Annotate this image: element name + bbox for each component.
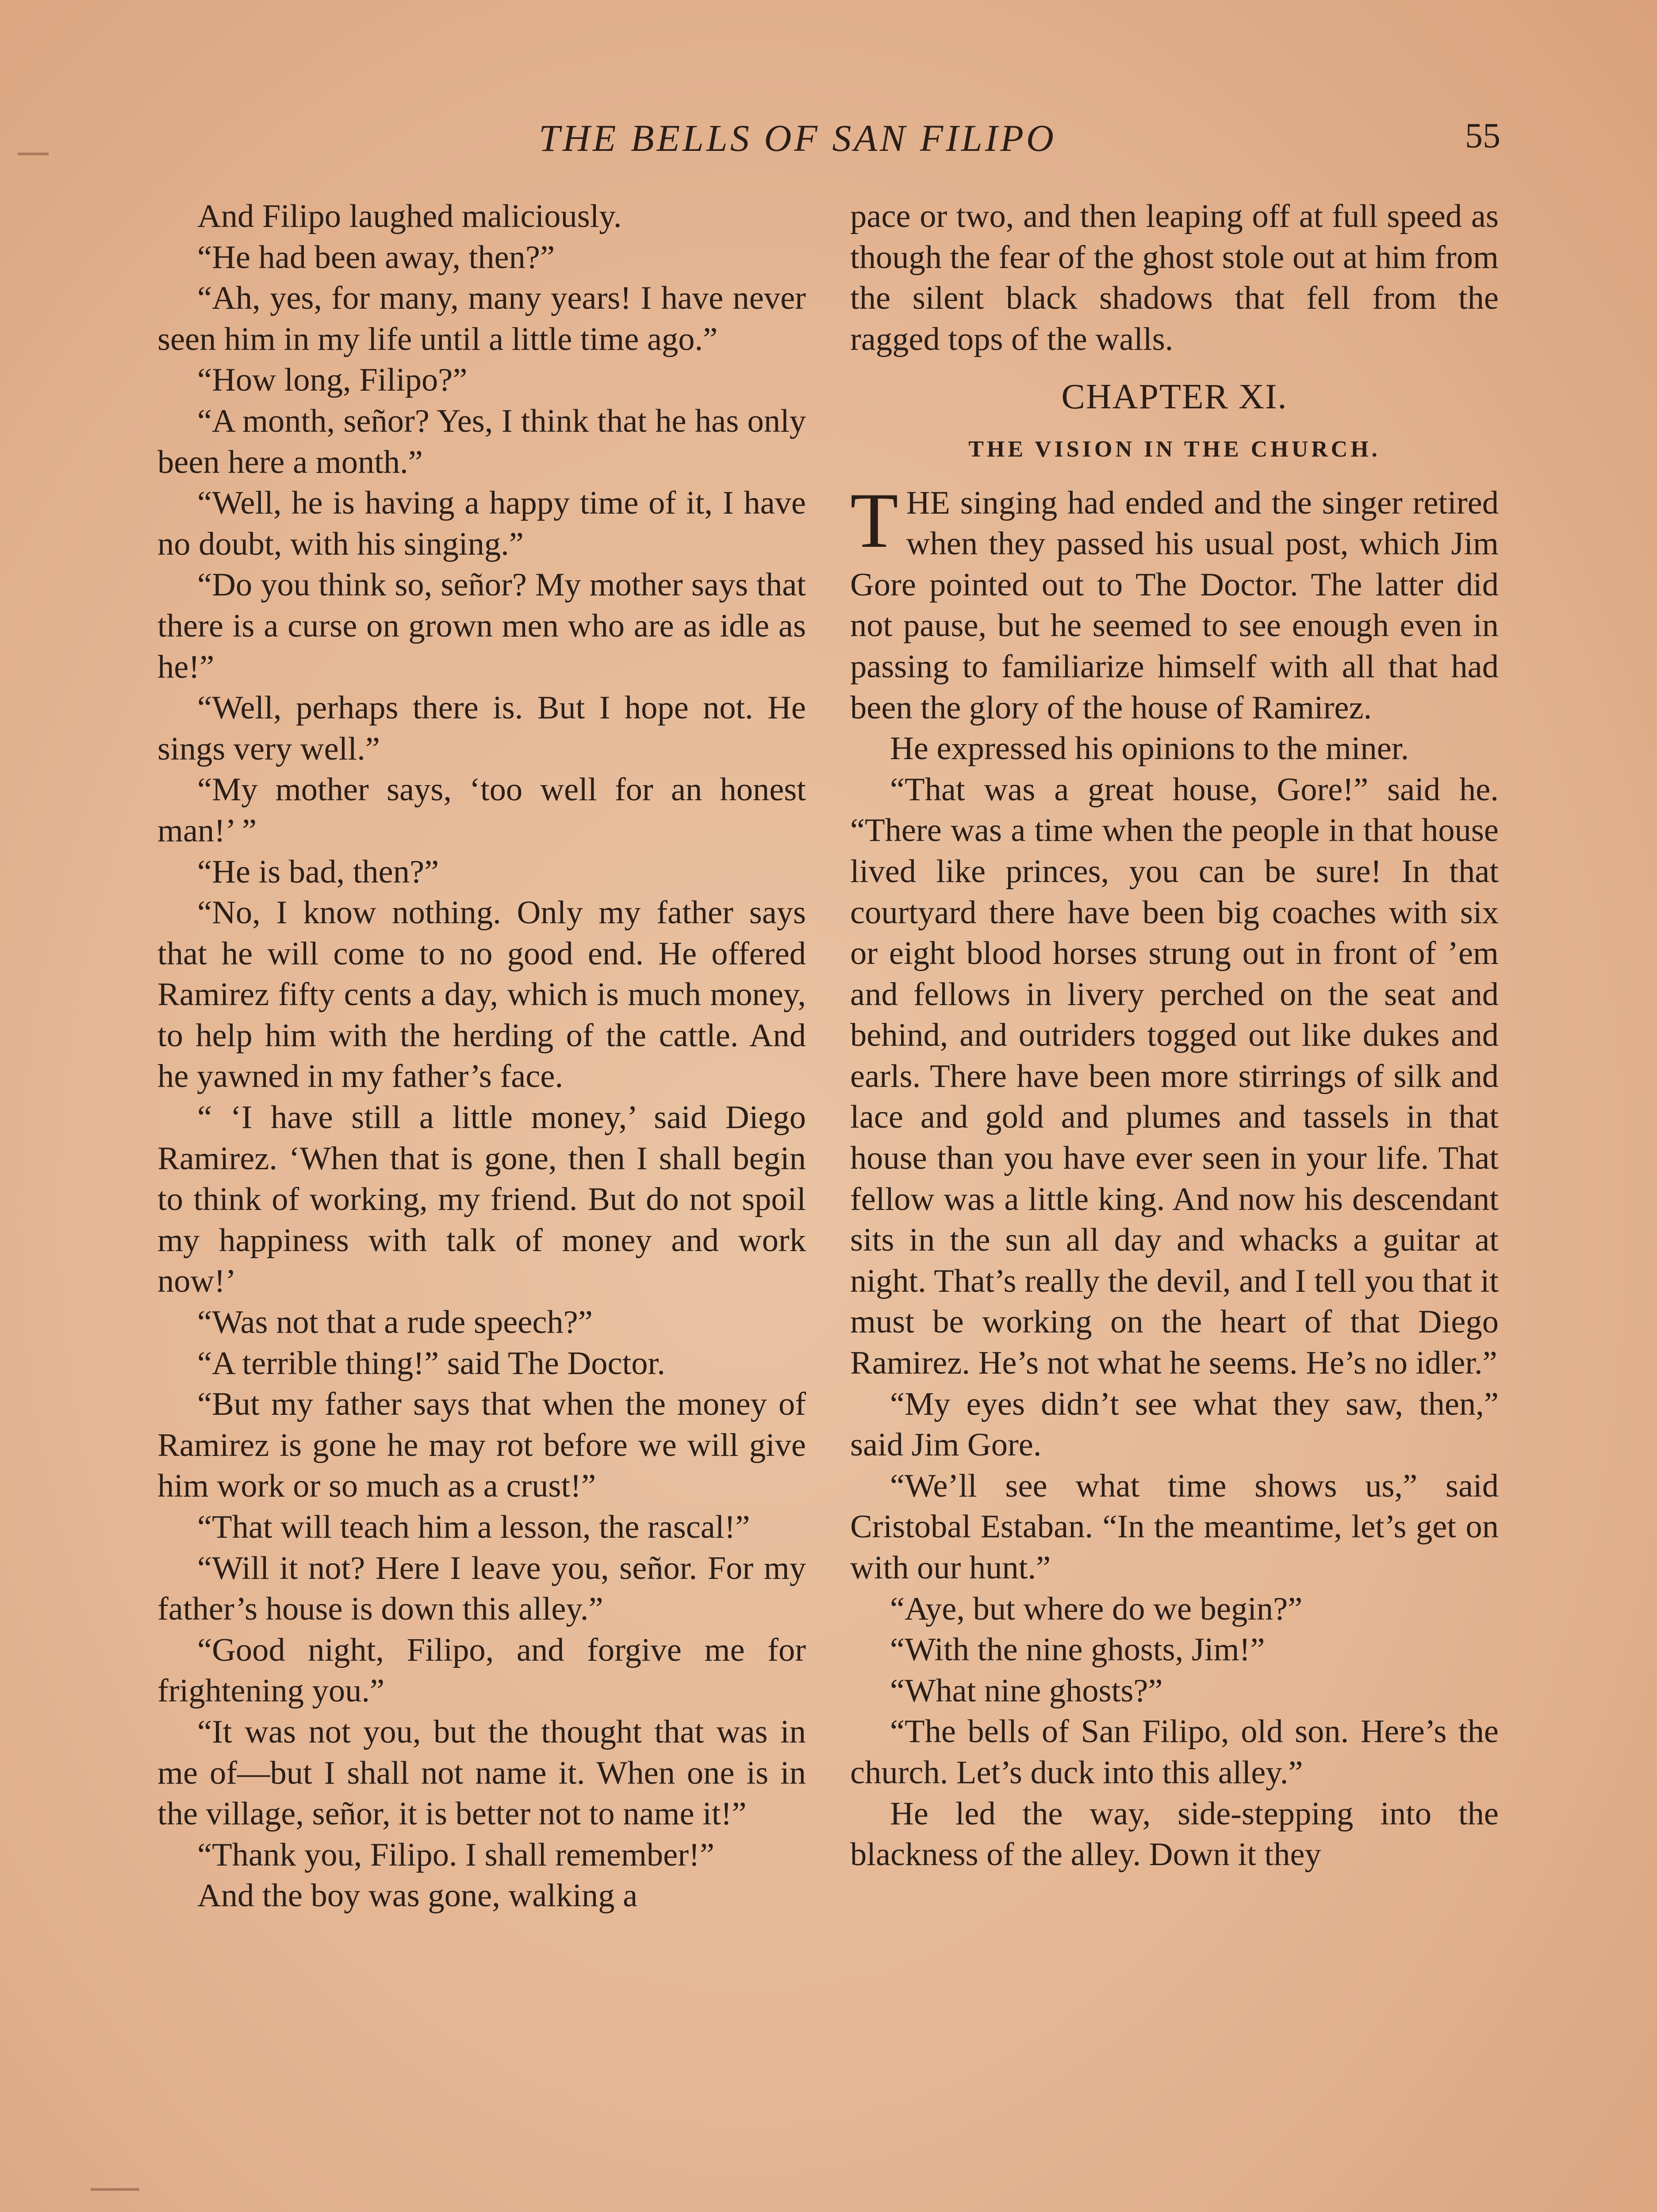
- paragraph: “Thank you, Filipo. I shall remember!”: [197, 1836, 714, 1873]
- paragraph: “That was a great house, Gore!” said he. “There was a time when the people in that house lived like princes, you can be sure! In that courtyard there have been big coaches with six or eight blood horses strung out in front of ’em and fellows in livery perched on the seat and behind, and outriders togged out like dukes and earls. There have been more stirrings of silk and lace and gold and plumes and tassels in that house than you have ever seen in your life. That fellow was a little king. And now his descendant sits in the sun all day and whacks a guitar at night. That’s really the devil, and I tell you that it must be working on the heart of that Diego Ramirez. He’s not what he seems. He’s no idler.”: [850, 771, 1499, 1382]
- chapter-title: CHAPTER XI.: [1061, 377, 1288, 417]
- paragraph: “That will teach him a lesson, the rascal!”: [197, 1509, 750, 1545]
- paragraph: “But my father says that when the money of Ramirez is gone he may rot before we will give him work or so much as a crust!”: [157, 1386, 806, 1505]
- paragraph: “The bells of San Filipo, old son. Here’s the church. Let’s duck into this alley.”: [850, 1713, 1499, 1791]
- opening-text: HE singing had ended and the singer retired when they passed his usual post, which Jim Gore pointed out to The Doctor. The latter did not pause, but he seemed to see enough even in passing to familiarize himself with all that had been the glory of the house of Ramirez.: [850, 484, 1499, 726]
- paragraph: He expressed his opinions to the miner.: [890, 730, 1409, 767]
- paragraph: “It was not you, but the thought that was in me of—but I shall not name it. When one is in the village, señor, it is better not to name it!”: [157, 1713, 806, 1832]
- paragraph: “Will it not? Here I leave you, señor. For my father’s house is down this alley.”: [157, 1550, 806, 1628]
- paragraph: “Aye, but where do we begin?”: [890, 1590, 1303, 1627]
- paragraph: He led the way, side-stepping into the blackness of the alley. Down it they: [850, 1795, 1499, 1873]
- paragraph: “My mother says, ‘too well for an honest man!’ ”: [157, 772, 806, 849]
- margin-mark: [18, 153, 49, 155]
- paragraph: “Well, perhaps there is. But I hope not. He sings very well.”: [157, 690, 806, 767]
- paragraph: “He had been away, then?”: [197, 239, 555, 276]
- paragraph: And the boy was gone, walking a: [197, 1878, 638, 1914]
- running-title: THE BELLS OF SAN FILIPO: [539, 117, 1056, 159]
- left-column: [157, 196, 806, 1916]
- paragraph: “Good night, Filipo, and forgive me for frightening you.”: [157, 1632, 806, 1709]
- paragraph: “He is bad, then?”: [197, 853, 439, 890]
- continued-paragraph: pace or two, and then leaping off at full speed as though the fear of the ghost stole out at him from the silent black shadows that fell from the ragged tops of the walls.: [850, 198, 1499, 357]
- chapter-subtitle: THE VISION IN THE CHURCH.: [968, 436, 1381, 462]
- paragraph: And Filipo laughed maliciously.: [197, 198, 622, 234]
- page-number: 55: [1465, 116, 1500, 155]
- right-column: [850, 196, 1499, 1875]
- chapter-opening-paragraph: [850, 476, 1499, 729]
- margin-mark: [91, 2188, 139, 2191]
- paragraph: “What nine ghosts?”: [890, 1672, 1163, 1709]
- paragraph: “A month, señor? Yes, I think that he has only been here a month.”: [157, 403, 806, 480]
- paragraph: “With the nine ghosts, Jim!”: [890, 1632, 1265, 1668]
- paragraph: “Ah, yes, for many, many years! I have never seen him in my life until a little time ago.”: [157, 280, 806, 357]
- paragraph: “No, I know nothing. Only my father says that he will come to no good end. He offered Ramirez fifty cents a day, which is much money, to help him with the herding of the cattle. And he yawned in my father’s face.: [157, 895, 806, 1095]
- drop-cap: T: [850, 476, 898, 564]
- paragraph: “My eyes didn’t see what they saw, then,” said Jim Gore.: [850, 1386, 1499, 1463]
- paragraph: “ ‘I have still a little money,’ said Diego Ramirez. ‘When that is gone, then I shall begin to think of working, my friend. But do not spoil my happiness with talk of money and work now!’: [157, 1099, 806, 1300]
- paragraph: “Was not that a rude speech?”: [197, 1304, 593, 1341]
- paragraph: “Do you think so, señor? My mother says that there is a curse on grown men who are as idle as he!”: [157, 567, 806, 685]
- running-header: [0, 116, 1657, 169]
- paragraph: “Well, he is having a happy time of it, I have no doubt, with his singing.”: [157, 485, 806, 562]
- paragraph: “We’ll see what time shows us,” said Cristobal Estaban. “In the meantime, let’s get on with our hunt.”: [850, 1467, 1499, 1586]
- paragraph: “How long, Filipo?”: [197, 362, 468, 399]
- paragraph: “A terrible thing!” said The Doctor.: [197, 1345, 665, 1382]
